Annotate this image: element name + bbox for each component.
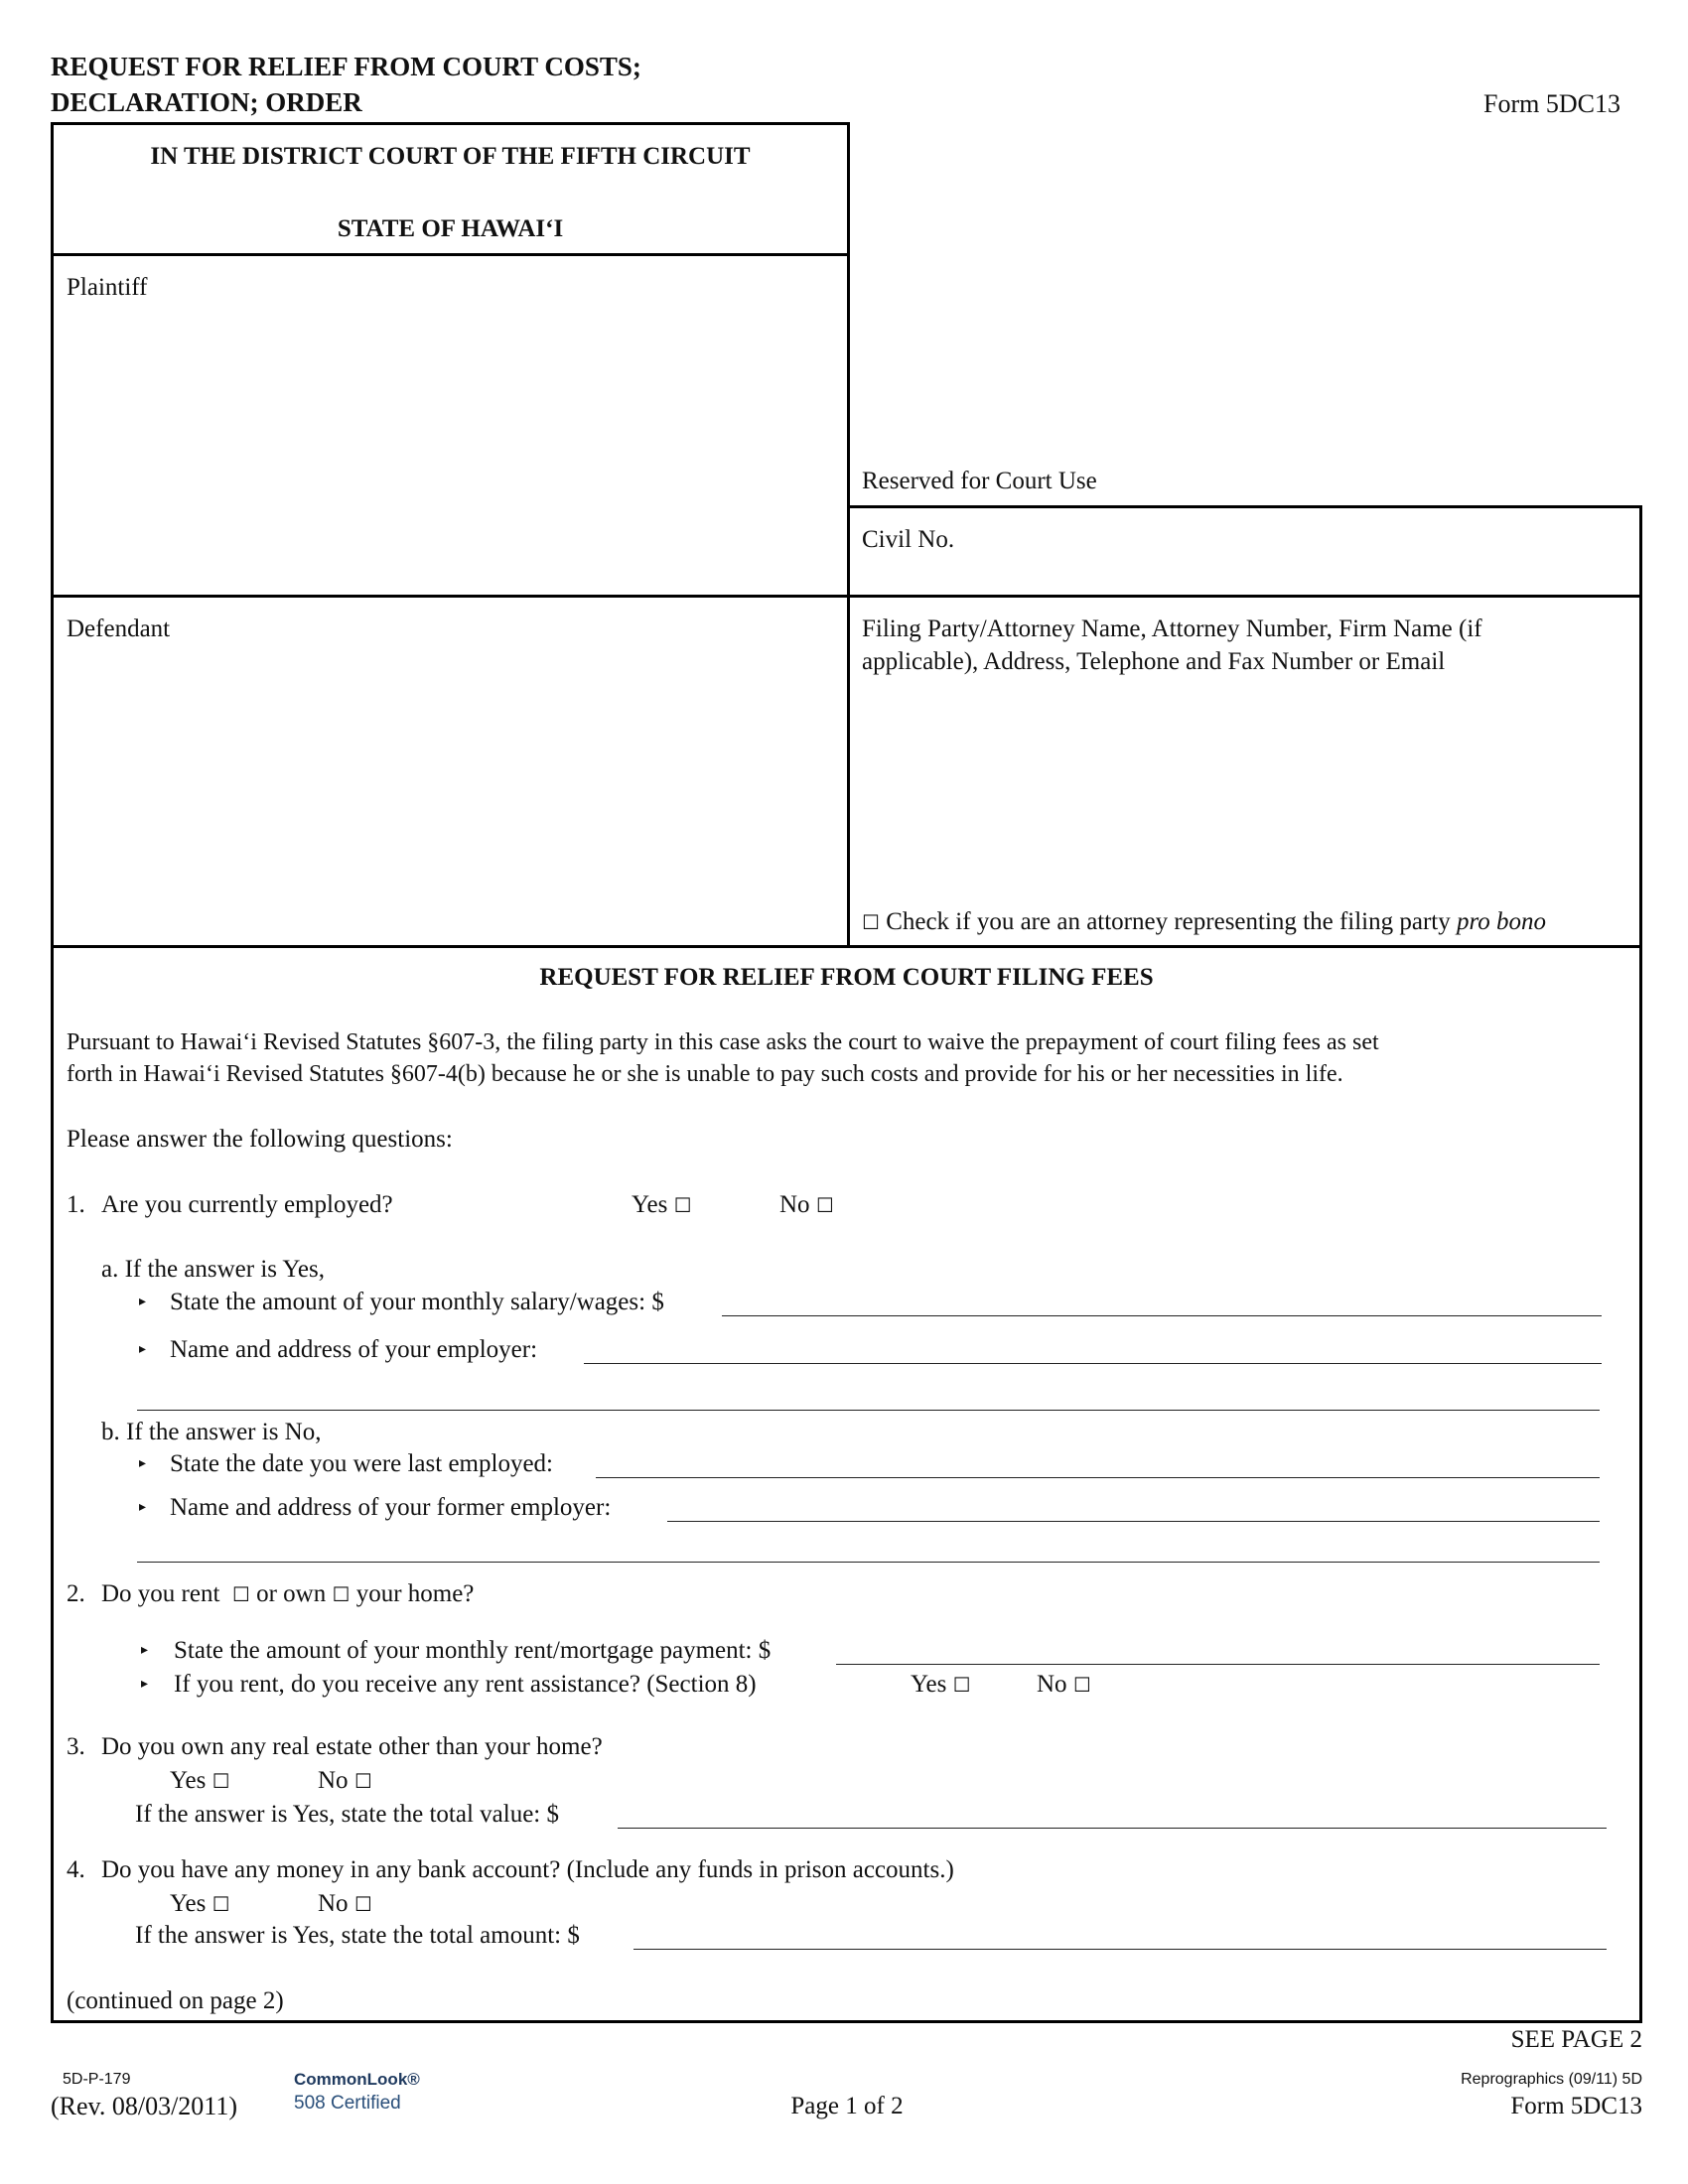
rent-checkbox[interactable]: ☐ xyxy=(231,1582,250,1606)
q2-number: 2. xyxy=(67,1580,85,1607)
reserved-label: Reserved for Court Use xyxy=(862,468,1097,494)
q1-no[interactable]: No ☐ xyxy=(779,1191,834,1218)
last-employed-input[interactable] xyxy=(596,1477,1600,1478)
bank-amount-label: If the answer is Yes, state the total amount: $ xyxy=(135,1922,580,1949)
document-title: REQUEST FOR RELIEF FROM COURT COSTS; xyxy=(51,52,641,81)
court-name: IN THE DISTRICT COURT OF THE FIFTH CIRCUIT xyxy=(150,143,751,170)
reprographics-label: Reprographics (09/11) 5D xyxy=(1461,2071,1642,2088)
checkbox[interactable]: ☐ xyxy=(211,1892,230,1916)
revision-date: (Rev. 08/03/2011) xyxy=(51,2092,237,2120)
checkbox[interactable]: ☐ xyxy=(211,1769,230,1793)
q4-text: Do you have any money in any bank account? (Include any funds in prison accounts.) xyxy=(101,1856,954,1883)
former-employer-input-line2[interactable] xyxy=(137,1562,1600,1563)
q4-number: 4. xyxy=(67,1856,85,1883)
plaintiff-label: Plaintiff xyxy=(67,274,148,301)
checkbox[interactable]: ☐ xyxy=(952,1673,971,1697)
court-use-box xyxy=(847,505,1642,948)
footer-form-number: Form 5DC13 xyxy=(1510,2093,1642,2119)
checkbox[interactable]: ☐ xyxy=(815,1193,834,1217)
bullet-icon: ▸ xyxy=(139,1295,147,1309)
real-estate-value-input[interactable] xyxy=(618,1828,1607,1829)
civil-no-field[interactable]: Civil No. xyxy=(862,526,955,553)
employer-input[interactable] xyxy=(584,1363,1602,1364)
see-page-2: SEE PAGE 2 xyxy=(1510,2026,1642,2053)
former-employer-label: Name and address of your former employer: xyxy=(170,1494,612,1521)
continued-note: (continued on page 2) xyxy=(67,1987,284,2014)
q1b-label: b. If the answer is No, xyxy=(101,1419,322,1445)
form-number: Form 5DC13 xyxy=(1483,89,1620,118)
checkbox[interactable]: ☐ xyxy=(353,1769,372,1793)
checkbox[interactable]: ☐ xyxy=(673,1193,692,1217)
q1-number: 1. xyxy=(67,1191,85,1218)
q1-text: Are you currently employed? xyxy=(101,1191,393,1218)
q3-text: Do you own any real estate other than your home? xyxy=(101,1733,603,1760)
bullet-icon: ▸ xyxy=(139,1500,147,1515)
filing-party-label: Filing Party/Attorney Name, Attorney Number, Firm Name (if xyxy=(862,615,1482,642)
q3-no[interactable]: No ☐ xyxy=(318,1767,372,1794)
rent-amount-label: State the amount of your monthly rent/mortgage payment: $ xyxy=(174,1637,772,1664)
checkbox[interactable]: ☐ xyxy=(1072,1673,1091,1697)
bullet-icon: ▸ xyxy=(141,1677,149,1692)
former-employer-input[interactable] xyxy=(667,1521,1600,1522)
rent-amount-input[interactable] xyxy=(836,1664,1600,1665)
real-estate-value-label: If the answer is Yes, state the total value: $ xyxy=(135,1801,559,1828)
section-heading: REQUEST FOR RELIEF FROM COURT FILING FEES xyxy=(539,964,1154,991)
bank-amount-input[interactable] xyxy=(633,1949,1607,1950)
q2-yes[interactable]: Yes ☐ xyxy=(911,1671,971,1698)
intro-text: Pursuant to Hawai‘i Revised Statutes §607-3, the filing party in this case asks the court to waive the prepayment of court filing fees as set xyxy=(67,1029,1379,1055)
q3-yes[interactable]: Yes ☐ xyxy=(170,1767,230,1794)
commonlook-logo: CommonLook® xyxy=(294,2070,420,2089)
pro-bono-row: ☐ Check if you are an attorney representing the filing party pro bono xyxy=(862,908,1547,935)
q4-no[interactable]: No ☐ xyxy=(318,1890,372,1917)
q1a-label: a. If the answer is Yes, xyxy=(101,1256,325,1283)
bullet-icon: ▸ xyxy=(141,1643,149,1658)
salary-label: State the amount of your monthly salary/wages: $ xyxy=(170,1289,664,1315)
form-code: 5D-P-179 xyxy=(63,2071,131,2088)
intro-text-2: forth in Hawai‘i Revised Statutes §607-4(b) because he or she is unable to pay such costs and provide for his or her necessities in life. xyxy=(67,1061,1343,1087)
salary-input[interactable] xyxy=(722,1315,1602,1316)
divider xyxy=(51,253,850,256)
bullet-icon: ▸ xyxy=(139,1342,147,1357)
court-state: STATE OF HAWAI‘I xyxy=(337,215,564,242)
q1-yes[interactable]: Yes ☐ xyxy=(632,1191,692,1218)
document-title-line2: DECLARATION; ORDER xyxy=(51,87,362,117)
q2-no[interactable]: No ☐ xyxy=(1037,1671,1091,1698)
pro-bono-checkbox[interactable]: ☐ xyxy=(862,910,880,934)
bullet-icon: ▸ xyxy=(139,1456,147,1471)
q2-text: Do you rent ☐ or own ☐ your home? xyxy=(101,1580,475,1607)
instructions: Please answer the following questions: xyxy=(67,1126,453,1153)
defendant-label: Defendant xyxy=(67,615,171,642)
employer-label: Name and address of your employer: xyxy=(170,1336,538,1363)
certified-label: 508 Certified xyxy=(294,2093,401,2114)
page-number: Page 1 of 2 xyxy=(790,2093,904,2119)
checkbox[interactable]: ☐ xyxy=(353,1892,372,1916)
own-checkbox[interactable]: ☐ xyxy=(332,1582,351,1606)
q4-yes[interactable]: Yes ☐ xyxy=(170,1890,230,1917)
employer-input-line2[interactable] xyxy=(137,1410,1600,1411)
caption-box xyxy=(51,122,850,948)
rent-assistance-label: If you rent, do you receive any rent assistance? (Section 8) xyxy=(174,1671,757,1698)
last-employed-label: State the date you were last employed: xyxy=(170,1450,553,1477)
q3-number: 3. xyxy=(67,1733,85,1760)
filing-party-label-2: applicable), Address, Telephone and Fax Number or Email xyxy=(862,648,1446,675)
